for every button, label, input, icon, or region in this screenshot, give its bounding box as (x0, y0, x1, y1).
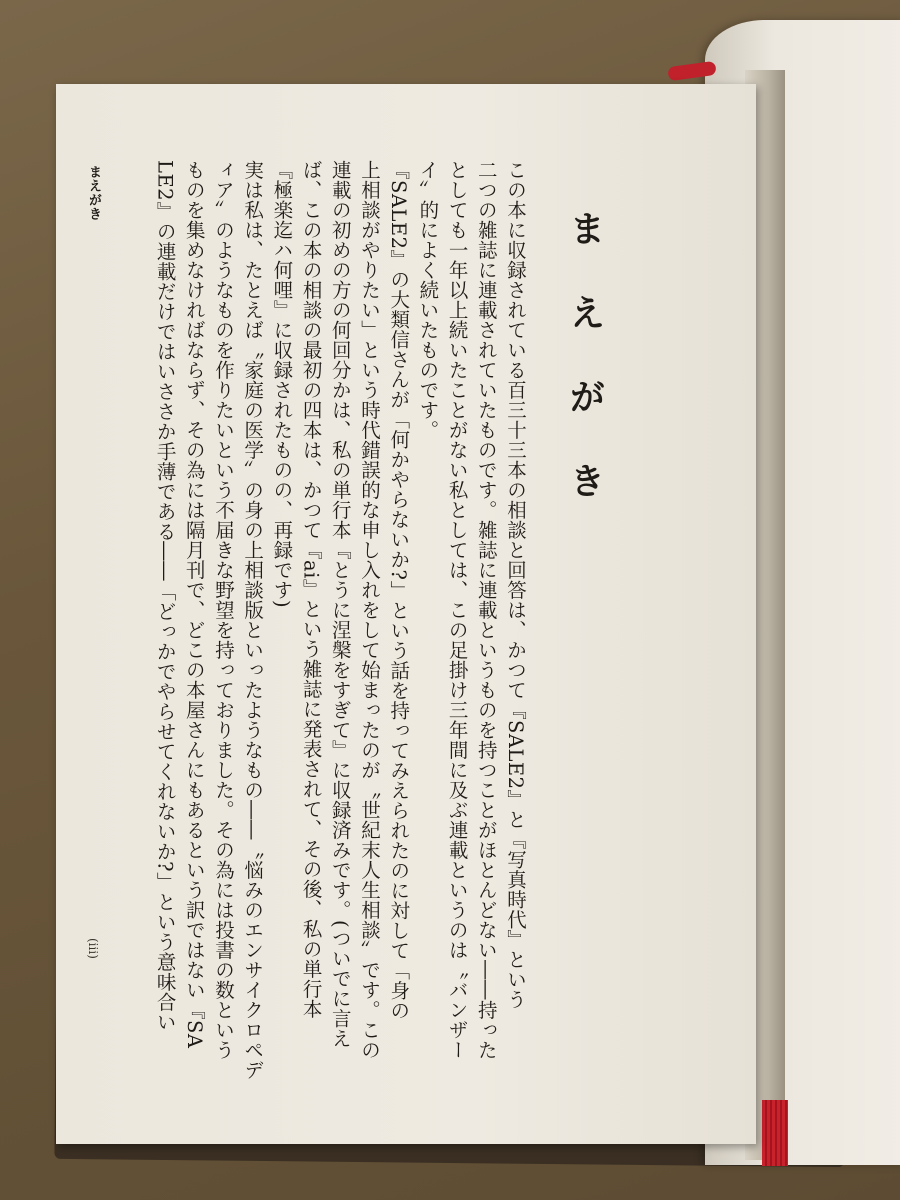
text-line: 『極楽迄ハ何哩』に収録されたものの、再録です) (270, 160, 294, 609)
text-line: この本に収録されている百三十三本の相談と回答は、かつて『SALE2』と『写真時代』という (504, 160, 527, 1010)
text-line: 二つの雑誌に連載されていたものです。雑誌に連載というものを持つことがほとんどない――持った (474, 160, 498, 1060)
text-line: LE2』の連載だけではいささか手薄である――「どっかでやらせてくれないか?」という意味合い (153, 160, 177, 1033)
running-head: まえがき (86, 165, 101, 221)
text-line: としても一年以上続いたことがない私としては、この足掛け三年間に及ぶ連載というのは〝バンザー (445, 160, 469, 1060)
text-line: ものを集めなければならず、その為には隔月刊で、どこの本屋さんにもあるという訳ではない『SA (182, 160, 206, 1049)
chapter-title: まえがき (564, 210, 606, 546)
text-line: 『SALE2』の大類信さんが「何かやらないか?」という話を持ってみえられたのに対して「身の (387, 160, 411, 1021)
text-line: ば、この本の相談の最初の四本は、かつて『ai』という雑誌に発表されて、その後、私の単行本 (299, 160, 323, 1019)
body-text (110, 160, 530, 1080)
text-line: 連載の初めの方の何回分かは、私の単行本『とうに涅槃をすぎて』に収録済みです。(ついでに言え (328, 160, 352, 1049)
text-line: 上相談がやりたい」という時代錯誤的な申し入れをして始まったのが〝世紀末人生相談〟です。この (357, 160, 381, 1060)
page-number: (iii) (86, 938, 100, 959)
bookmark-ribbon-bottom (762, 1100, 788, 1166)
text-line: イ〟的によく続いたものです。 (416, 160, 440, 440)
text-line: ィア〟のようなものを作りたいという不届きな野望を持っておりました。その為には投書の数という (211, 160, 235, 1060)
text-line: 実は私は、たとえば〝家庭の医学〟の身の上相談版といったようなもの――〝悩みのエンサイクロペデ (241, 160, 265, 1080)
